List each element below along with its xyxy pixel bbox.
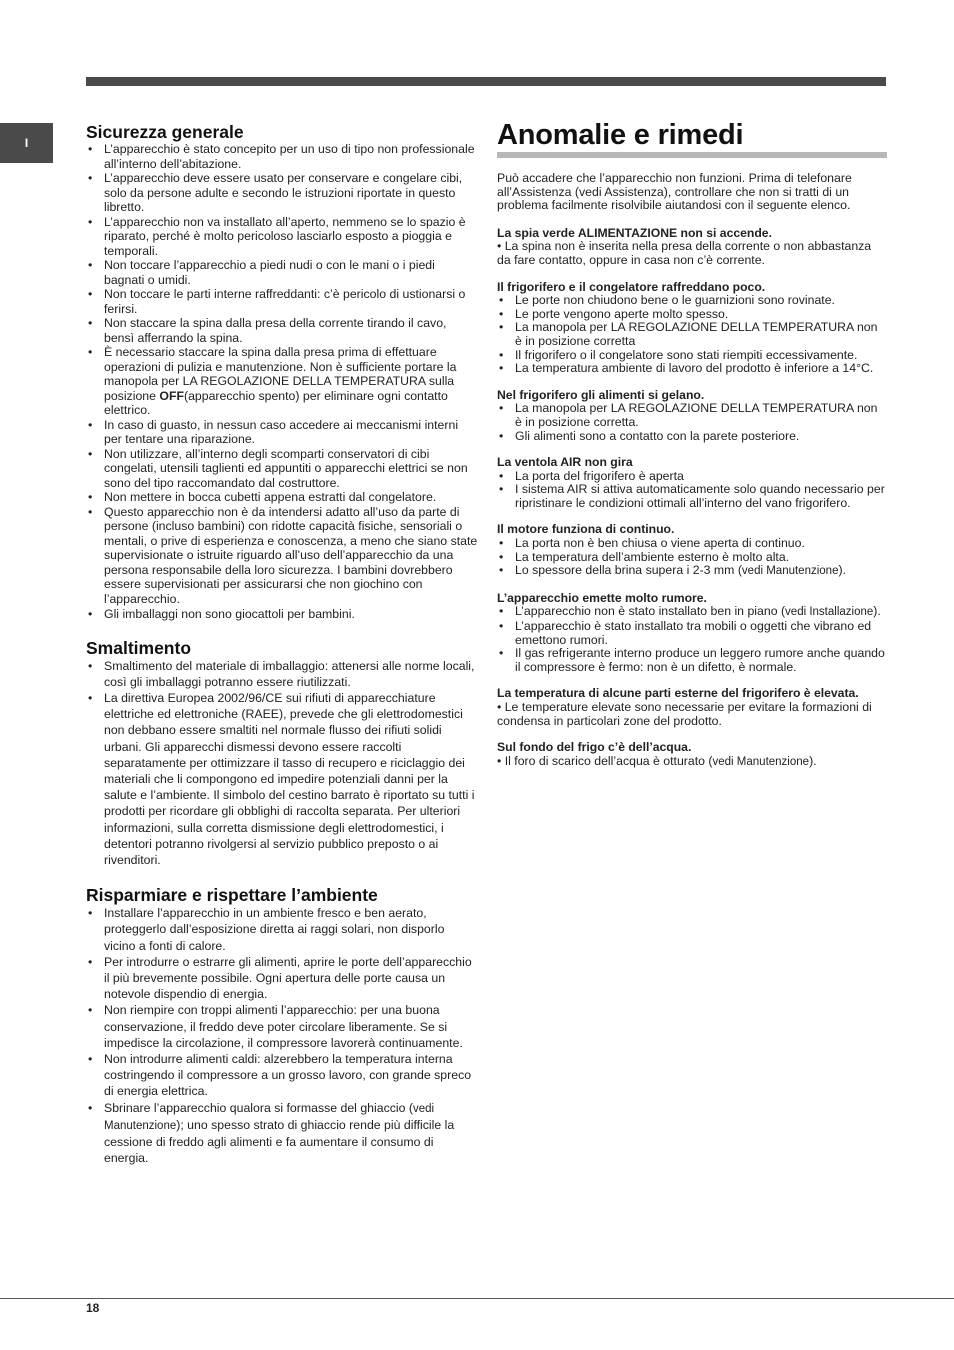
issue-title: L’apparecchio emette molto rumore.	[497, 590, 707, 605]
language-tab-label: I	[24, 136, 29, 150]
right-column	[497, 118, 887, 769]
list-item: • La porta non è ben chiusa o viene aperta di continuo.	[497, 537, 887, 551]
item-text: ).	[838, 563, 846, 578]
item-text: ).	[873, 604, 881, 619]
issue-block	[497, 523, 887, 578]
list-item: • La direttiva Europea 2002/96/CE sui rifiuti di apparecchiature elettriche ed elettroniche (RAEE), prevede che gli elettrodomestici non debbano essere smaltiti nel normale flusso dei rifiuti solidi urbani. Gli apparecchi dismessi devono essere raccolti separatamente per ottimizzare il tasso di recupero e riciclaggio dei materiali che li compongono ed impedire potenziali danni per la salute e l’ambiente. Il simbolo del cestino barrato è riportato su tutti i prodotti per ricordare gli obblighi di raccolta separata. Per ulteriori informazioni, sulla corretta dismissione degli elettrodomestici, i detentori potranno rivolgersi al servizio pubblico preposto o ai rivenditori.	[86, 690, 478, 868]
footer-rule	[0, 1298, 954, 1299]
issue-text: • La spina non è inserita nella presa della corrente o non abbastanza da fare contatto, oppure in casa non c’è corrente.	[497, 239, 872, 267]
list-item: • Il frigorifero o il congelatore sono stati riempiti eccessivamente.	[497, 349, 887, 363]
list-item: • Installare l’apparecchio in un ambiente fresco e ben aerato, proteggerlo dall’esposizione diretta ai raggi solari, non disporlo vicino a fonti di calore.	[86, 905, 478, 954]
off-label: OFF	[159, 388, 184, 403]
list-item: • La temperatura ambiente di lavoro del prodotto è inferiore a 14°C.	[497, 362, 887, 376]
list-item: • Non toccare l’apparecchio a piedi nudi o con le mani o i piedi bagnati o umidi.	[86, 258, 478, 287]
issue-block	[497, 281, 887, 376]
cross-reference: vedi Installazione	[785, 606, 874, 619]
issue-list	[497, 294, 887, 376]
issue-block	[497, 687, 887, 728]
item-text: (apparecchio spento) per eliminare ogni contatto elettrico.	[104, 388, 448, 417]
list-item: • Per introdurre o estrarre gli alimenti, aprire le porte dell’apparecchio il più brevemente possibile. Ogni apertura delle porte causa un notevole dispendio di energia.	[86, 954, 478, 1003]
list-item: • In caso di guasto, in nessun caso accedere ai meccanismi interni per tentare una riparazione.	[86, 418, 478, 447]
list-item: • Questo apparecchio non è da intendersi adatto all’uso da parte di persone (incluso bambini) con ridotte capacità fisiche, sensoriali o mentali, o prive di esperienza e conoscenza, a meno che siano state supervisionate o istruite riguardo all’uso dell’apparecchio da una persona responsabile della loro sicurezza. I bambini dovrebbero essere supervisionati per assicurarsi che non giochino con l’apparecchio.	[86, 505, 478, 607]
list-item	[497, 605, 887, 620]
disposal-list	[86, 658, 478, 869]
header-rule	[86, 77, 886, 86]
list-item: • Non staccare la spina dalla presa della corrente tirando il cavo, bensì afferrando la spina.	[86, 316, 478, 345]
issue-block	[497, 456, 887, 510]
list-item: • Non utilizzare, all’interno degli scomparti conservatori di cibi congelati, utensili taglienti ed appuntiti o apparecchi elettrici se non sono del tipo raccomandato dal costruttore.	[86, 447, 478, 491]
language-tab	[0, 123, 53, 163]
item-text: ); uno spesso strato di ghiaccio rende più difficile la cessione di freddo agli alimenti e fa aumentare il consumo di energia.	[104, 1117, 455, 1166]
list-item: • La porta del frigorifero è aperta	[497, 470, 887, 484]
list-item: • L’apparecchio è stato installato tra mobili o oggetti che vibrano ed emettono rumori.	[497, 620, 887, 647]
left-column	[86, 122, 478, 1166]
section-title-disposal: Smaltimento	[86, 637, 192, 658]
section-environment	[86, 885, 478, 1166]
list-item: • Non mettere in bocca cubetti appena estratti dal congelatore.	[86, 490, 478, 505]
section-safety	[86, 122, 478, 622]
issue-block	[497, 389, 887, 443]
issue-title: La ventola AIR non gira	[497, 455, 633, 470]
list-item: • Le porte non chiudono bene o le guarnizioni sono rovinate.	[497, 294, 887, 308]
environment-list	[86, 905, 478, 1166]
issue-list	[497, 402, 887, 443]
list-item: • La manopola per LA REGOLAZIONE DELLA TEMPERATURA non è in posizione corretta	[497, 321, 887, 348]
issue-block	[497, 741, 887, 769]
list-item: • Non toccare le parti interne raffreddanti: c’è pericolo di ustionarsi o ferirsi.	[86, 287, 478, 316]
section-disposal	[86, 638, 478, 869]
list-item: • L’apparecchio è stato concepito per un uso di tipo non professionale all’interno dell’abitazione.	[86, 142, 478, 171]
list-item: • Non riempire con troppi alimenti l’apparecchio: per una buona conservazione, il freddo deve poter circolare liberamente. Se si impedisce la circolazione, il compressore lavorerà continuamente.	[86, 1002, 478, 1051]
section-title-safety: Sicurezza generale	[86, 122, 244, 142]
issue-list	[497, 470, 887, 511]
section-title-environment: Risparmiare e rispettare l’ambiente	[86, 885, 378, 906]
cross-reference: vedi Manutenzione	[712, 755, 810, 768]
issue-title: Nel frigorifero gli alimenti si gelano.	[497, 387, 705, 402]
issue-title: Sul fondo del frigo c’è dell’acqua.	[497, 740, 692, 755]
issue-title: Il frigorifero e il congelatore raffreddano poco.	[497, 279, 766, 294]
list-item: • Il gas refrigerante interno produce un leggero rumore anche quando il compressore è fermo: non è un difetto, è normale.	[497, 647, 887, 674]
issue-list	[497, 605, 887, 674]
issue-title: La temperatura di alcune parti esterne del frigorifero è elevata.	[497, 686, 859, 701]
issue-list	[497, 537, 887, 579]
page-number: 18	[86, 1301, 100, 1315]
item-text: Lo spessore della brina supera i 2-3 mm (	[515, 563, 742, 578]
item-text: ).	[809, 753, 817, 768]
list-item: • Le porte vengono aperte molto spesso.	[497, 308, 887, 322]
safety-list	[86, 142, 478, 622]
list-item: • Non introdurre alimenti caldi: alzerebbero la temperatura interna costringendo il compressore a un grosso lavoro, con grande spreco di energia elettrica.	[86, 1051, 478, 1100]
item-text: L’apparecchio non è stato installato ben in piano (	[515, 604, 786, 619]
list-item	[86, 1100, 478, 1167]
issue-title: La spia verde ALIMENTAZIONE non si accende.	[497, 225, 772, 240]
cross-reference: vedi Manutenzione	[104, 1102, 435, 1132]
item-text: È necessario staccare la spina dalla presa prima di effettuare operazioni di pulizia e manutenzione. Non è sufficiente portare la manopola per LA REGOLAZIONE DELLA TEMPERATURA sulla posizione	[104, 345, 457, 403]
list-item: • Smaltimento del materiale di imballaggio: attenersi alle norme locali, così gli imballaggi potranno essere riutilizzati.	[86, 658, 478, 690]
item-text: Sbrinare l’apparecchio qualora si formasse del ghiaccio (	[104, 1100, 413, 1115]
list-item: • La temperatura dell’ambiente esterno è molto alta.	[497, 551, 887, 565]
cross-reference: vedi Manutenzione	[741, 565, 839, 578]
list-item	[497, 564, 887, 579]
intro-paragraph: Può accadere che l’apparecchio non funzioni. Prima di telefonare all’Assistenza (vedi Assistenza), controllare che non si tratti di un problema facilmente risolvibile aiutandosi con il seguente elenco.	[497, 171, 852, 213]
item-text: • Il foro di scarico dell’acqua è otturato (	[497, 753, 713, 768]
issue-title: Il motore funziona di continuo.	[497, 522, 675, 537]
list-item: • I sistema AIR si attiva automaticamente solo quando necessario per ripristinare le condizioni ottimali all’interno del vano frigorifero.	[497, 483, 887, 510]
issue-text: • Le temperature elevate sono necessarie per evitare la formazioni di condensa in particolari zone del prodotto.	[497, 700, 872, 728]
list-item	[86, 345, 478, 418]
issue-block	[497, 592, 887, 675]
list-item: • Gli imballaggi non sono giocattoli per bambini.	[86, 607, 478, 622]
list-item: • Gli alimenti sono a contatto con la parete posteriore.	[497, 430, 887, 444]
list-item: • La manopola per LA REGOLAZIONE DELLA TEMPERATURA non è in posizione corretta.	[497, 402, 887, 429]
page-title: Anomalie e rimedi	[497, 118, 887, 158]
issue-text	[497, 755, 887, 770]
list-item: • L’apparecchio deve essere usato per conservare e congelare cibi, solo da persone adulte e secondo le istruzioni riportate in questo libretto.	[86, 171, 478, 215]
list-item: • L’apparecchio non va installato all’aperto, nemmeno se lo spazio è riparato, perché è molto pericoloso lasciarlo esposto a pioggia e temporali.	[86, 215, 478, 259]
issue-block	[497, 227, 887, 268]
